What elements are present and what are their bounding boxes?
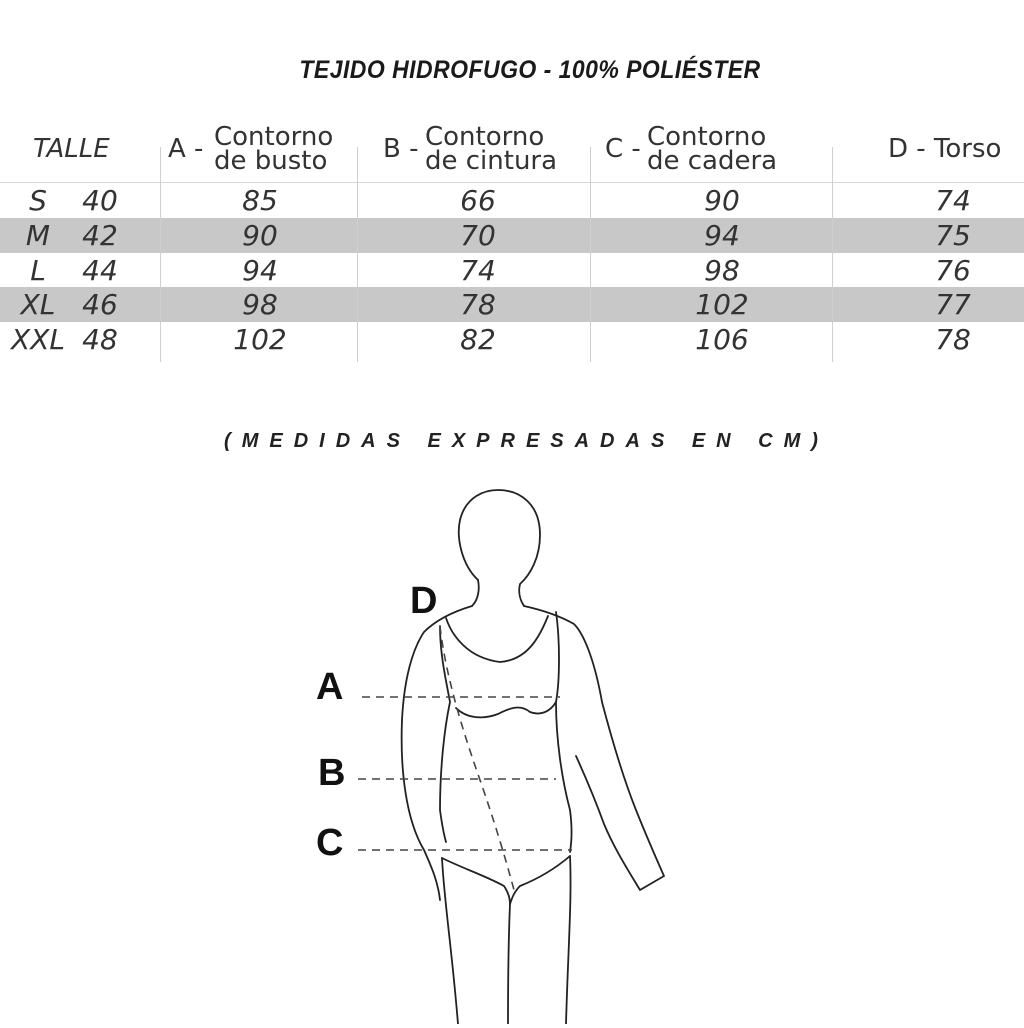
left-leg <box>442 858 458 1024</box>
a-cell: 90 <box>242 219 278 252</box>
d-cell: 74 <box>935 184 971 217</box>
header-talle <box>33 134 110 164</box>
body-diagram <box>0 480 1024 1024</box>
table-row <box>0 183 1024 218</box>
d-cell: 76 <box>935 254 971 287</box>
header-c <box>605 122 805 176</box>
header-a-line1: Contorno <box>214 122 334 152</box>
page-title: TEJIDO HIDROFUGO - 100% POLIÉSTER <box>299 56 761 84</box>
a-cell: 102 <box>233 323 287 356</box>
label-a: A <box>316 666 344 708</box>
header-a-prefix: A - <box>168 134 204 164</box>
c-cell: 94 <box>704 219 740 252</box>
c-cell: 106 <box>695 323 749 356</box>
bodysuit-right-side <box>556 612 572 852</box>
bodysuit-leg-left <box>442 858 510 904</box>
column-divider <box>832 147 833 362</box>
measurement-note: (MEDIDAS EXPRESADAS EN CM) <box>224 430 829 452</box>
header-b-prefix: B - <box>383 134 419 164</box>
header-c-line1: Contorno <box>647 122 767 152</box>
size-number-cell: 40 <box>82 184 118 217</box>
c-cell: 102 <box>695 288 749 321</box>
neck-outline <box>472 580 479 606</box>
b-cell: 66 <box>460 184 496 217</box>
left-shoulder-arm <box>402 606 472 900</box>
size-table <box>0 115 1024 365</box>
label-b: B <box>318 752 346 794</box>
a-cell: 85 <box>242 184 278 217</box>
header-d <box>888 134 1002 164</box>
d-cell: 78 <box>935 323 971 356</box>
label-c: C <box>316 822 344 864</box>
inner-leg <box>508 904 510 1024</box>
table-row <box>0 322 1024 357</box>
column-divider <box>590 147 591 362</box>
header-a-line2: de busto <box>214 146 328 176</box>
header-talle-label: TALLE <box>33 134 110 164</box>
header-c-line2: de cadera <box>647 146 778 176</box>
size-cell: XXL <box>11 323 65 356</box>
size-number-cell: 46 <box>82 288 118 321</box>
size-cell: S <box>29 184 47 217</box>
right-shoulder-arm <box>524 606 664 890</box>
size-cell: M <box>25 219 51 252</box>
b-cell: 82 <box>460 323 496 356</box>
d-cell: 75 <box>935 219 971 252</box>
column-divider <box>357 147 358 362</box>
header-b-line2: de cintura <box>425 146 558 176</box>
d-cell: 77 <box>935 288 971 321</box>
header-b-line1: Contorno <box>425 122 545 152</box>
label-d: D <box>410 580 438 622</box>
header-d-label: D - Torso <box>888 134 1002 164</box>
size-number-cell: 48 <box>82 323 118 356</box>
b-cell: 78 <box>460 288 496 321</box>
bust-curve <box>456 702 556 717</box>
header-b <box>383 122 583 176</box>
body-outline-illustration <box>0 480 1024 1024</box>
b-cell: 74 <box>460 254 496 287</box>
column-divider <box>160 147 161 362</box>
c-cell: 90 <box>704 184 740 217</box>
bodysuit-neckline <box>446 616 548 662</box>
bodysuit-leg-right <box>510 856 570 904</box>
size-number-cell: 44 <box>82 254 118 287</box>
a-cell: 98 <box>242 288 278 321</box>
b-cell: 70 <box>460 219 496 252</box>
size-cell: L <box>30 254 46 287</box>
right-leg <box>566 856 571 1024</box>
c-cell: 98 <box>704 254 740 287</box>
size-number-cell: 42 <box>82 219 118 252</box>
header-a <box>168 122 358 176</box>
a-cell: 94 <box>242 254 278 287</box>
head-outline <box>459 490 540 606</box>
table-row <box>0 253 1024 288</box>
header-c-prefix: C - <box>605 134 641 164</box>
table-row <box>0 287 1024 322</box>
size-cell: XL <box>20 288 56 321</box>
table-row <box>0 218 1024 253</box>
